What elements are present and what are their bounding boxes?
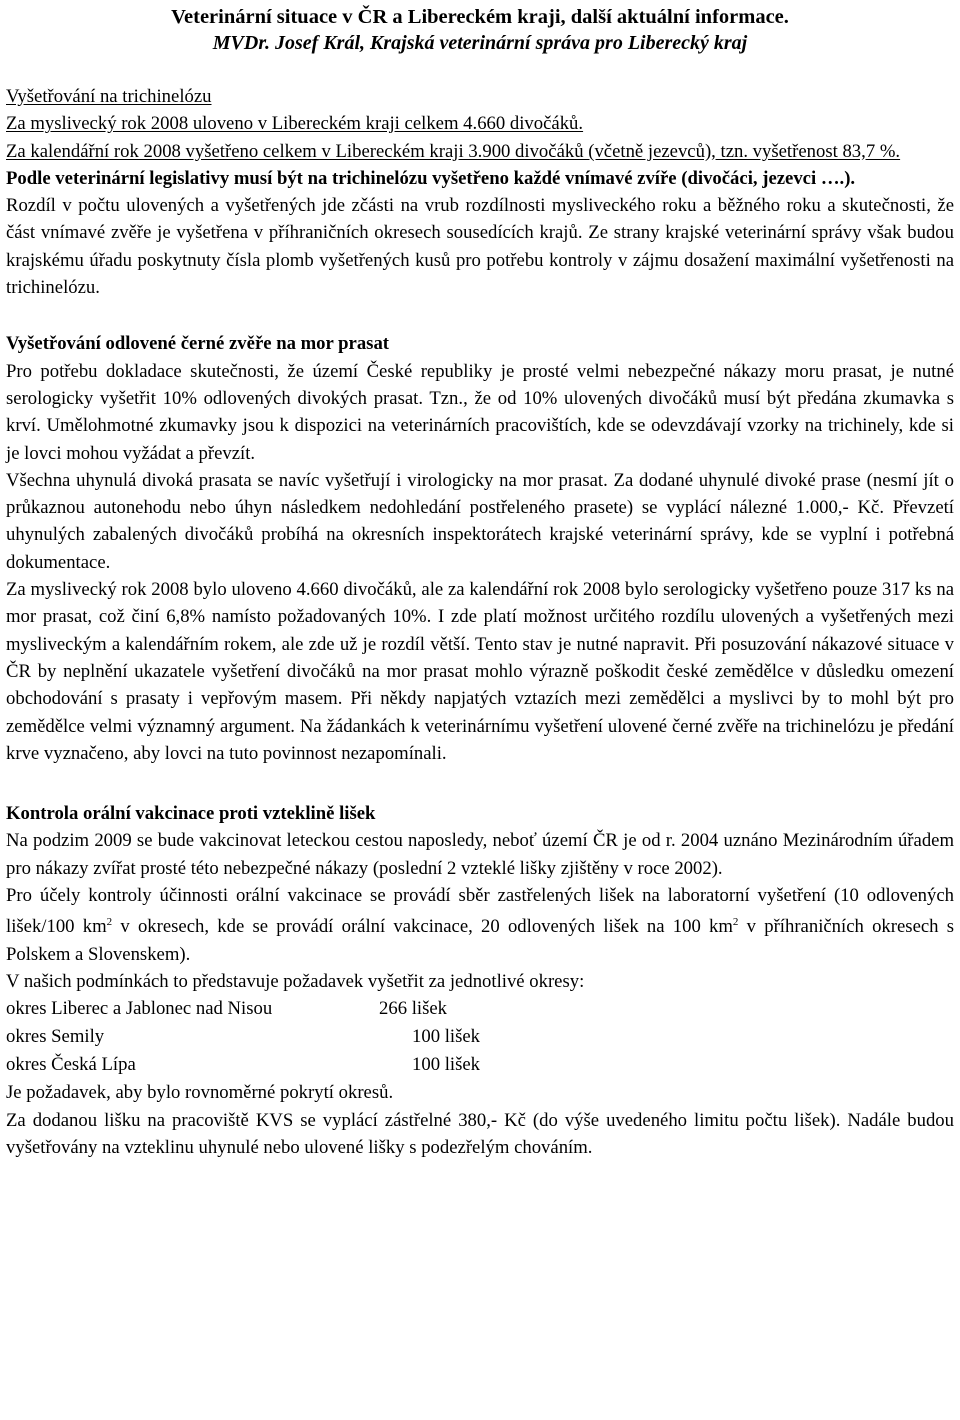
- superscript: 2: [732, 916, 739, 929]
- underlined-text: Za kalendářní rok 2008 vyšetřeno celkem v Libereckém kraji 3.900 divočáků (včetně jezevců), tzn. vyšetřenost 83,7 %.: [6, 140, 901, 162]
- section-heading: Kontrola orální vakcinace proti vzteklině lišek: [6, 803, 376, 825]
- text-part: v okresech, kde se provádí orální vakcinace, 20 odlovených lišek na 100 km: [112, 916, 733, 938]
- paragraph: Rozdíl v počtu ulovených a vyšetřených jde zčásti na vrub rozdílnosti mysliveckého roku a běžného roku a skutečnosti, že část vnímavé zvěře je vyšetřena v příhraničních okresech sousedících krajů. Ze strany krajské veterinární správy však budou krajskému úřadu poskytnuty čísla plomb vyšetřených kusů pro potřebu kontroly v zájmu dosažení maximální vyšetřenosti na trichinelózu.: [6, 195, 954, 299]
- district-count: 100 lišek: [412, 1026, 480, 1048]
- paragraph: V našich podmínkách to představuje požadavek vyšetřit za jednotlivé okresy:: [6, 971, 585, 993]
- section-heading: Vyšetřování odlovené černé zvěře na mor prasat: [6, 333, 390, 355]
- spacer: [6, 301, 954, 330]
- paragraph: Všechna uhynulá divoká prasata se navíc vyšetřují i virologicky na mor prasat. Za dodané uhynulé divoké prase (nesmí jít o průkaznou autonehodu nebo úhyn následkem nedohledání postřeleného prasete) se vyplácí nálezné 1.000,- Kč. Převzetí uhynulých zabalených divočáků probíhá na okresních inspektorátech krajské veterinární správy, kde se vyplní i potřebná dokumentace.: [6, 469, 954, 573]
- paragraph: Za myslivecký rok 2008 bylo uloveno 4.660 divočáků, ale za kalendářní rok 2008 bylo serologicky vyšetřeno pouze 317 ks na mor prasat, což činí 6,8% namísto požadovaných 10%. I zde platí možnost určitého rozdílu ulovených a vyšetřených mezi mysliveckým a kalendářním rokem, ale zde už je rozdíl větší. Tento stav je nutné napravit. Při posuzování nákazové situace v ČR by neplnění ukazatele vyšetření divočáků na mor prasat mohlo výrazně poškodit české zemědělce v důsledku omezení obchodování s prasaty i vepřovým masem. Při někdy napjatých vztazích mezi zemědělci a myslivci by to mohl být pro zemědělce velmi významný argument. Na žádankách k veterinárnímu vyšetření ulovené černé zvěře na trichinelózu je předání krve vyznačeno, aby lovci na tuto povinnost nezapomínali.: [6, 579, 954, 764]
- text-part: Pro účely kontroly účinnosti orální vakcinace se provádí sběr zastřelených lišek na laboratorní vyšetření (10 odlovených lišek/100 km: [6, 885, 954, 938]
- paragraph: Na podzim 2009 se bude vakcinovat leteckou cestou naposledy, neboť území ČR je od r. 2004 uznáno Mezinárodním úřadem pro nákazy zvířat prosté této nebezpečné nákazy (poslední 2 vzteklé lišky zjištěny v roce 2002).: [6, 830, 954, 879]
- spacer: [6, 767, 954, 800]
- paragraph: Pro potřebu dokladace skutečnosti, že území České republiky je prosté velmi nebezpečné nákazy moru prasat, je nutné serologicky vyšetřit 10% odlovených divokých prasat. Tzn., že od 10% ulovených divočáků musí být předána zkumavka s krví. Umělohmotné zkumavky jsou k dispozici na veterinárních pracovištích, kde se odevzdávají vzorky na trichinely, kde si je lovci mohou vyžádat a převzít.: [6, 360, 954, 464]
- bold-statement: Podle veterinární legislativy musí být na trichinelózu vyšetřeno každé vnímavé zvíře (divočáci, jezevci ….).: [6, 167, 856, 189]
- paragraph: Za dodanou lišku na pracoviště KVS se vyplácí zástřelné 380,- Kč (do výše uvedeného limitu počtu lišek). Nadále budou vyšetřovány na vzteklinu uhynulé nebo ulovené lišky s podezřelým chováním.: [6, 1109, 954, 1159]
- district-table: [6, 995, 954, 1079]
- document-title: Veterinární situace v ČR a Libereckém kraji, další aktuální informace.: [171, 6, 789, 28]
- paragraph: Je požadavek, aby bylo rovnoměrné pokrytí okresů.: [6, 1082, 394, 1104]
- spacer: [6, 56, 954, 83]
- superscript: 2: [106, 916, 113, 929]
- district-name: okres Semily: [6, 1026, 105, 1048]
- section-trichinelloza: [6, 83, 954, 301]
- table-row: [6, 1023, 954, 1051]
- district-count: 266 lišek: [379, 998, 447, 1020]
- section-line: [6, 138, 954, 165]
- district-name: okres Liberec a Jablonec nad Nisou: [6, 998, 273, 1020]
- table-row: [6, 995, 954, 1023]
- section-mor-prasat: [6, 330, 954, 767]
- district-count: 100 lišek: [412, 1054, 480, 1076]
- section-heading: Vyšetřování na trichinelózu: [6, 86, 212, 107]
- section-line: Za myslivecký rok 2008 uloveno v Libereckém kraji celkem 4.660 divočáků.: [6, 113, 584, 135]
- district-name: okres Česká Lípa: [6, 1054, 136, 1076]
- document-author: MVDr. Josef Král, Krajská veterinární správa pro Liberecký kraj: [212, 32, 748, 54]
- section-vzteklina: [6, 800, 954, 1161]
- table-row: [6, 1051, 954, 1079]
- text-part: v příhraničních okresech s Polskem a Slovenskem).: [6, 916, 955, 965]
- paragraph: [6, 882, 954, 968]
